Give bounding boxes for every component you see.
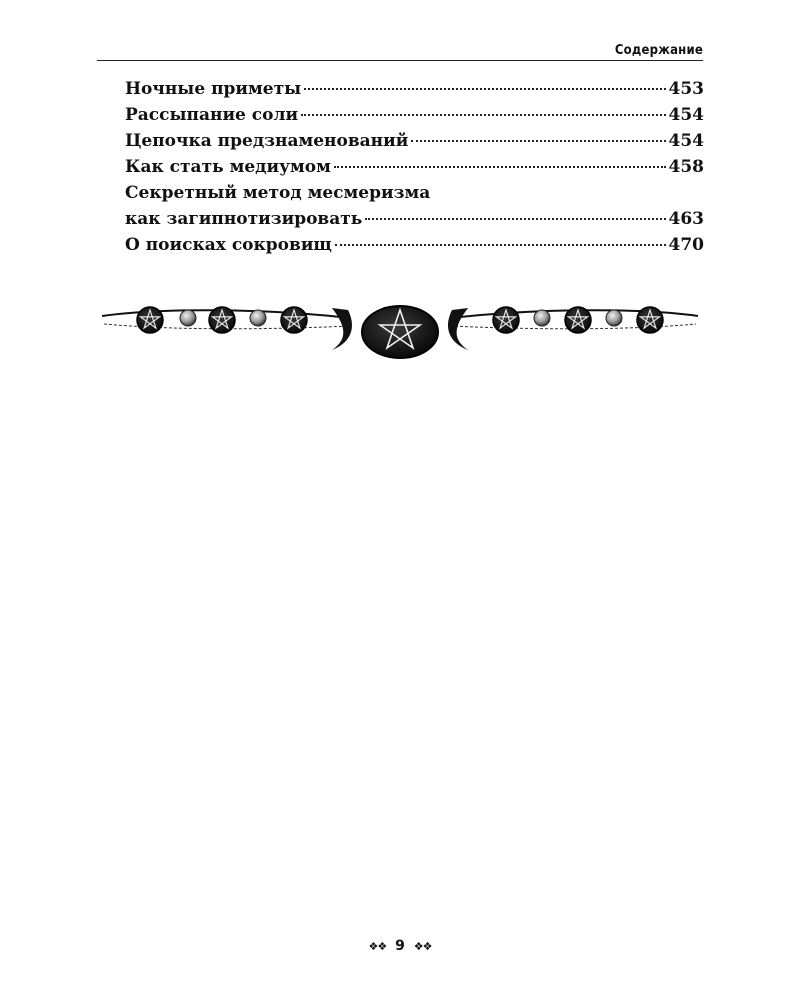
- pentagram-icon: [637, 307, 663, 333]
- toc-entry[interactable]: [125, 180, 704, 232]
- toc-entry-title-line1: Секретный метод месмеризма: [125, 183, 431, 203]
- toc-entry-title: О поисках сокровищ: [125, 235, 332, 255]
- toc-entry-title: Ночные приметы: [125, 79, 302, 99]
- toc-leader-dots: [365, 218, 665, 220]
- right-flourish-icon: ❖❖: [413, 939, 432, 953]
- toc-entry-title-line2: как загипнотизировать: [125, 209, 363, 229]
- pentagram-icon: [209, 307, 235, 333]
- pentagram-ornament-divider: [100, 296, 700, 366]
- toc-entry[interactable]: [125, 76, 704, 102]
- toc-leader-dots: [411, 140, 665, 142]
- toc-entry-page: 453: [668, 79, 704, 99]
- toc-leader-dots: [301, 114, 665, 116]
- crescent-icon: [332, 308, 352, 350]
- crescent-icon: [448, 308, 468, 350]
- pearl-icon: [180, 310, 196, 326]
- toc-entry[interactable]: [125, 232, 704, 258]
- pentagram-icon: [565, 307, 591, 333]
- toc-entry-page: 463: [668, 209, 704, 229]
- pearl-icon: [606, 310, 622, 326]
- pearl-icon: [534, 310, 550, 326]
- pearl-icon: [250, 310, 266, 326]
- pentagram-icon: [281, 307, 307, 333]
- page-footer: [0, 938, 800, 954]
- running-head-title: Содержание: [614, 43, 703, 58]
- left-flourish-icon: ❖❖: [368, 939, 387, 953]
- toc-entry[interactable]: [125, 102, 704, 128]
- toc-entry-page: 454: [668, 131, 704, 151]
- toc-leader-dots: [334, 166, 666, 168]
- toc-entry-page: 458: [668, 157, 704, 177]
- running-head: [97, 40, 703, 61]
- toc-leader-dots: [304, 88, 665, 90]
- pentagram-icon: [137, 307, 163, 333]
- page-number: 9: [395, 938, 405, 954]
- toc-entry[interactable]: [125, 154, 704, 180]
- pentagram-icon: [493, 307, 519, 333]
- toc-entry-title: Рассыпание соли: [125, 105, 299, 125]
- toc-entry-title: Как стать медиумом: [125, 157, 331, 177]
- toc-entry[interactable]: [125, 128, 704, 154]
- table-of-contents: [125, 76, 704, 258]
- pentagram-icon: [362, 306, 438, 358]
- toc-entry-title: Цепочка предзнаменований: [125, 131, 409, 151]
- toc-entry-page: 470: [668, 235, 704, 255]
- toc-leader-dots: [335, 244, 666, 246]
- toc-entry-page: 454: [668, 105, 704, 125]
